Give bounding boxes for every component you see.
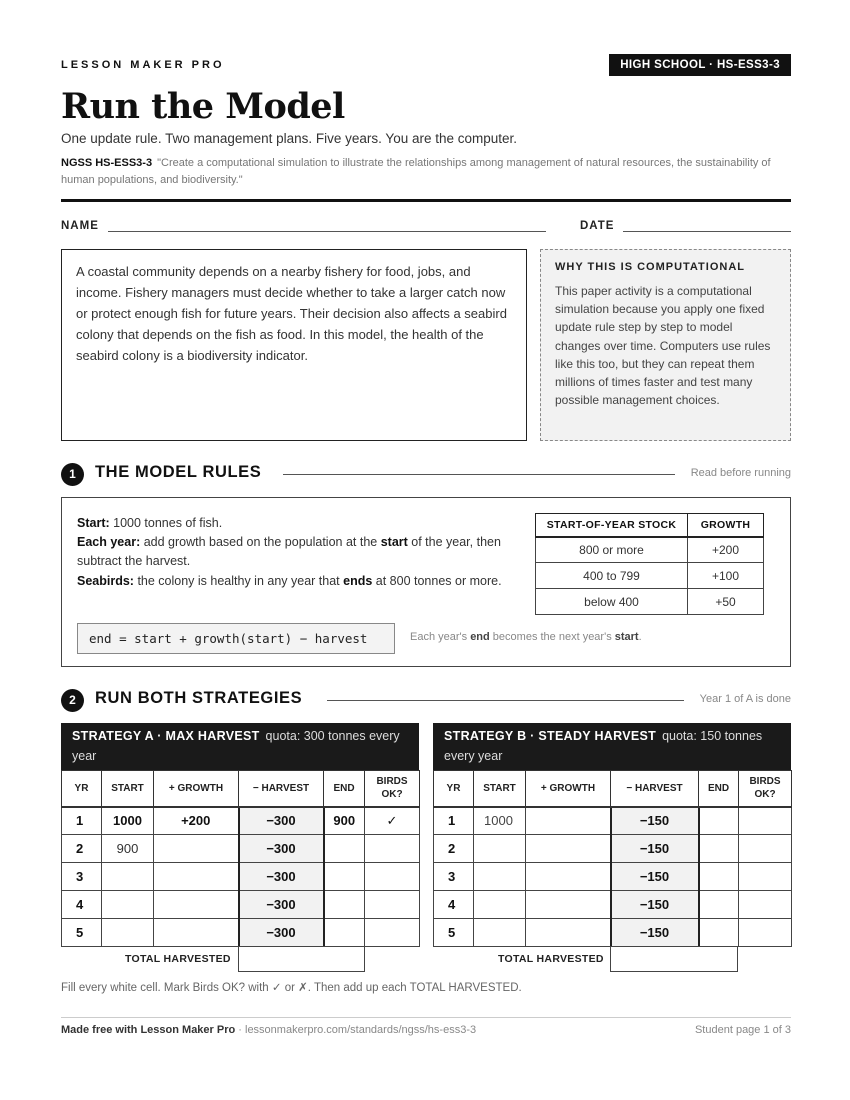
page-title: Run the Model (61, 86, 345, 127)
table-row (62, 863, 420, 891)
start-cell[interactable] (474, 835, 526, 863)
page-subtitle: One update rule. Two management plans. Five years. You are the computer. (61, 131, 518, 146)
growth-cell[interactable] (154, 891, 239, 919)
harvest-cell: −300 (239, 807, 324, 835)
strategy-name: STRATEGY A · MAX HARVEST (72, 729, 260, 743)
table-row (62, 835, 420, 863)
section-2-header (61, 688, 791, 712)
year-cell: 1 (434, 807, 474, 835)
birds-ok-cell[interactable] (365, 835, 420, 863)
column-header: END (324, 771, 365, 807)
harvest-cell: −150 (611, 891, 699, 919)
date-field[interactable] (623, 231, 791, 232)
year-cell: 3 (434, 863, 474, 891)
start-cell: 1000 (474, 807, 526, 835)
end-cell[interactable] (699, 891, 739, 919)
stock-range-cell: 800 or more (536, 537, 688, 563)
column-header: START (474, 771, 526, 807)
strategy-b-panel (433, 723, 791, 972)
section-number: 2 (61, 689, 84, 712)
year-cell: 4 (62, 891, 102, 919)
why-text: This paper activity is a computational simulation because you apply one fixed update rule step by step to model changes over time. Computers use rules like this too, but they can repeat them millions of times faster and test many possible management choices. (555, 284, 771, 408)
rules-text (77, 514, 512, 591)
year-cell: 3 (62, 863, 102, 891)
growth-cell[interactable] (154, 835, 239, 863)
total-harvested-label: TOTAL HARVESTED (125, 953, 231, 965)
birds-ok-cell[interactable] (739, 919, 792, 947)
end-cell[interactable] (324, 863, 365, 891)
column-header: BIRDS OK? (739, 771, 792, 807)
year-cell: 5 (62, 919, 102, 947)
code-note: Each year's end becomes the next year's start. (410, 631, 642, 643)
total-harvested-label: TOTAL HARVESTED (498, 953, 604, 965)
strategy-b-table (433, 770, 792, 947)
scenario-box (61, 249, 527, 441)
harvest-cell: −300 (239, 919, 324, 947)
stock-range-cell: 400 to 799 (536, 563, 688, 589)
start-cell[interactable] (102, 919, 154, 947)
column-header: YR (434, 771, 474, 807)
growth-table-row (536, 589, 764, 615)
table-row (434, 891, 792, 919)
growth-cell[interactable] (154, 919, 239, 947)
growth-cell[interactable] (526, 891, 611, 919)
standard-text: "Create a computational simulation to illustrate the relationships among management of natural resources, the sustainability of human populations, and biodiversity." (61, 157, 771, 186)
column-header: START (102, 771, 154, 807)
table-row (434, 919, 792, 947)
harvest-cell: −150 (611, 835, 699, 863)
strategy-a-header (61, 723, 419, 770)
harvest-cell: −150 (611, 863, 699, 891)
level-badge: HIGH SCHOOL · HS-ESS3-3 (609, 54, 791, 76)
standard-statement (61, 155, 791, 189)
column-header: − HARVEST (239, 771, 324, 807)
section-note: Year 1 of A is done (699, 693, 791, 705)
fill-instructions: Fill every white cell. Mark Birds OK? with ✓ or ✗. Then add up each TOTAL HARVESTED. (61, 982, 522, 994)
end-cell: 900 (324, 807, 365, 835)
harvest-cell: −300 (239, 863, 324, 891)
strategy-b-header (433, 723, 791, 770)
section-1-header (61, 462, 791, 486)
end-cell[interactable] (324, 835, 365, 863)
start-cell[interactable] (474, 919, 526, 947)
growth-table (535, 513, 764, 615)
year-cell: 1 (62, 807, 102, 835)
footer-credit (61, 1024, 476, 1036)
date-label: DATE (580, 220, 615, 232)
footer-page-number: Student page 1 of 3 (694, 1024, 791, 1036)
growth-table-row (536, 563, 764, 589)
name-field[interactable] (108, 231, 546, 232)
growth-table-header: GROWTH (688, 514, 764, 537)
footer-made-with: Made free with Lesson Maker Pro (61, 1024, 236, 1036)
rule-each-year: Each year: add growth based on the population at the start of the year, then subtract the harvest. (77, 535, 501, 569)
birds-ok-cell[interactable] (739, 835, 792, 863)
harvest-cell: −300 (239, 835, 324, 863)
total-harvested-field[interactable] (238, 946, 365, 972)
year-cell: 4 (434, 891, 474, 919)
growth-cell[interactable] (526, 807, 611, 835)
column-header: BIRDS OK? (365, 771, 420, 807)
start-cell[interactable] (102, 863, 154, 891)
growth-value-cell: +50 (688, 589, 764, 615)
strategy-quota: quota: 150 tonnes every year (444, 729, 763, 763)
strategy-name: STRATEGY B · STEADY HARVEST (444, 729, 657, 743)
why-title: WHY THIS IS COMPUTATIONAL (555, 261, 745, 273)
growth-table-row (536, 537, 764, 563)
section-title: THE MODEL RULES (95, 463, 262, 481)
table-row (434, 807, 792, 835)
growth-cell[interactable] (526, 919, 611, 947)
section-divider (283, 474, 675, 475)
birds-ok-cell[interactable] (739, 891, 792, 919)
brand-name: LESSON MAKER PRO (61, 59, 225, 71)
section-number: 1 (61, 463, 84, 486)
name-label: NAME (61, 220, 99, 232)
why-computational-box (540, 249, 791, 441)
growth-cell[interactable] (526, 835, 611, 863)
column-header: YR (62, 771, 102, 807)
rule-start: Start: 1000 tonnes of fish. (77, 516, 223, 530)
start-cell[interactable] (102, 891, 154, 919)
header-divider (61, 199, 791, 202)
growth-cell: +200 (154, 807, 239, 835)
end-cell[interactable] (324, 891, 365, 919)
harvest-cell: −300 (239, 891, 324, 919)
birds-ok-cell: ✓ (365, 807, 420, 835)
end-cell[interactable] (699, 919, 739, 947)
total-harvested-row (61, 947, 419, 972)
start-cell: 1000 (102, 807, 154, 835)
growth-table-header: START-OF-YEAR STOCK (536, 514, 688, 537)
column-header: + GROWTH (154, 771, 239, 807)
section-title: RUN BOTH STRATEGIES (95, 689, 303, 707)
strategy-a-panel (61, 723, 419, 972)
start-cell[interactable] (474, 863, 526, 891)
column-header: − HARVEST (611, 771, 699, 807)
table-row (62, 807, 420, 835)
section-divider (327, 700, 684, 701)
start-cell[interactable]: 900 (102, 835, 154, 863)
standard-code: NGSS HS-ESS3-3 (61, 157, 153, 169)
year-cell: 5 (434, 919, 474, 947)
year-cell: 2 (434, 835, 474, 863)
table-row (434, 835, 792, 863)
strategy-quota: quota: 300 tonnes every year (72, 729, 400, 763)
end-cell[interactable] (699, 863, 739, 891)
end-cell[interactable] (324, 919, 365, 947)
stock-range-cell: below 400 (536, 589, 688, 615)
rule-seabirds: Seabirds: the colony is healthy in any year that ends at 800 tonnes or more. (77, 573, 502, 588)
scenario-text: A coastal community depends on a nearby fishery for food, jobs, and income. Fishery managers must decide whether to take a larger catch now or protect enough fish for future years. Their decision also affects a seabird colony that depends on the fish as food. In this model, the health of the seabird colony is a biodiversity indicator. (76, 264, 507, 363)
total-harvested-row (433, 947, 791, 972)
harvest-cell: −150 (611, 919, 699, 947)
table-row (62, 891, 420, 919)
end-cell[interactable] (699, 807, 739, 835)
harvest-cell: −150 (611, 807, 699, 835)
growth-cell[interactable] (526, 863, 611, 891)
table-row (434, 863, 792, 891)
column-header: END (699, 771, 739, 807)
growth-value-cell: +100 (688, 563, 764, 589)
birds-ok-cell[interactable] (739, 863, 792, 891)
growth-cell[interactable] (154, 863, 239, 891)
total-harvested-field[interactable] (610, 946, 738, 972)
end-cell[interactable] (699, 835, 739, 863)
table-row (62, 919, 420, 947)
birds-ok-cell[interactable] (365, 891, 420, 919)
update-rule-code: end = start + growth(start) − harvest (77, 623, 395, 654)
model-rules-box (61, 497, 791, 667)
year-cell: 2 (62, 835, 102, 863)
column-header: + GROWTH (526, 771, 611, 807)
start-cell[interactable] (474, 891, 526, 919)
birds-ok-cell[interactable] (365, 919, 420, 947)
birds-ok-cell[interactable] (739, 807, 792, 835)
footer-divider (61, 1017, 791, 1018)
footer-url[interactable]: · lessonmakerpro.com/standards/ngss/hs-ess3-3 (235, 1024, 477, 1036)
growth-value-cell: +200 (688, 537, 764, 563)
birds-ok-cell[interactable] (365, 863, 420, 891)
section-note: Read before running (690, 467, 791, 479)
strategy-a-table (61, 770, 420, 947)
